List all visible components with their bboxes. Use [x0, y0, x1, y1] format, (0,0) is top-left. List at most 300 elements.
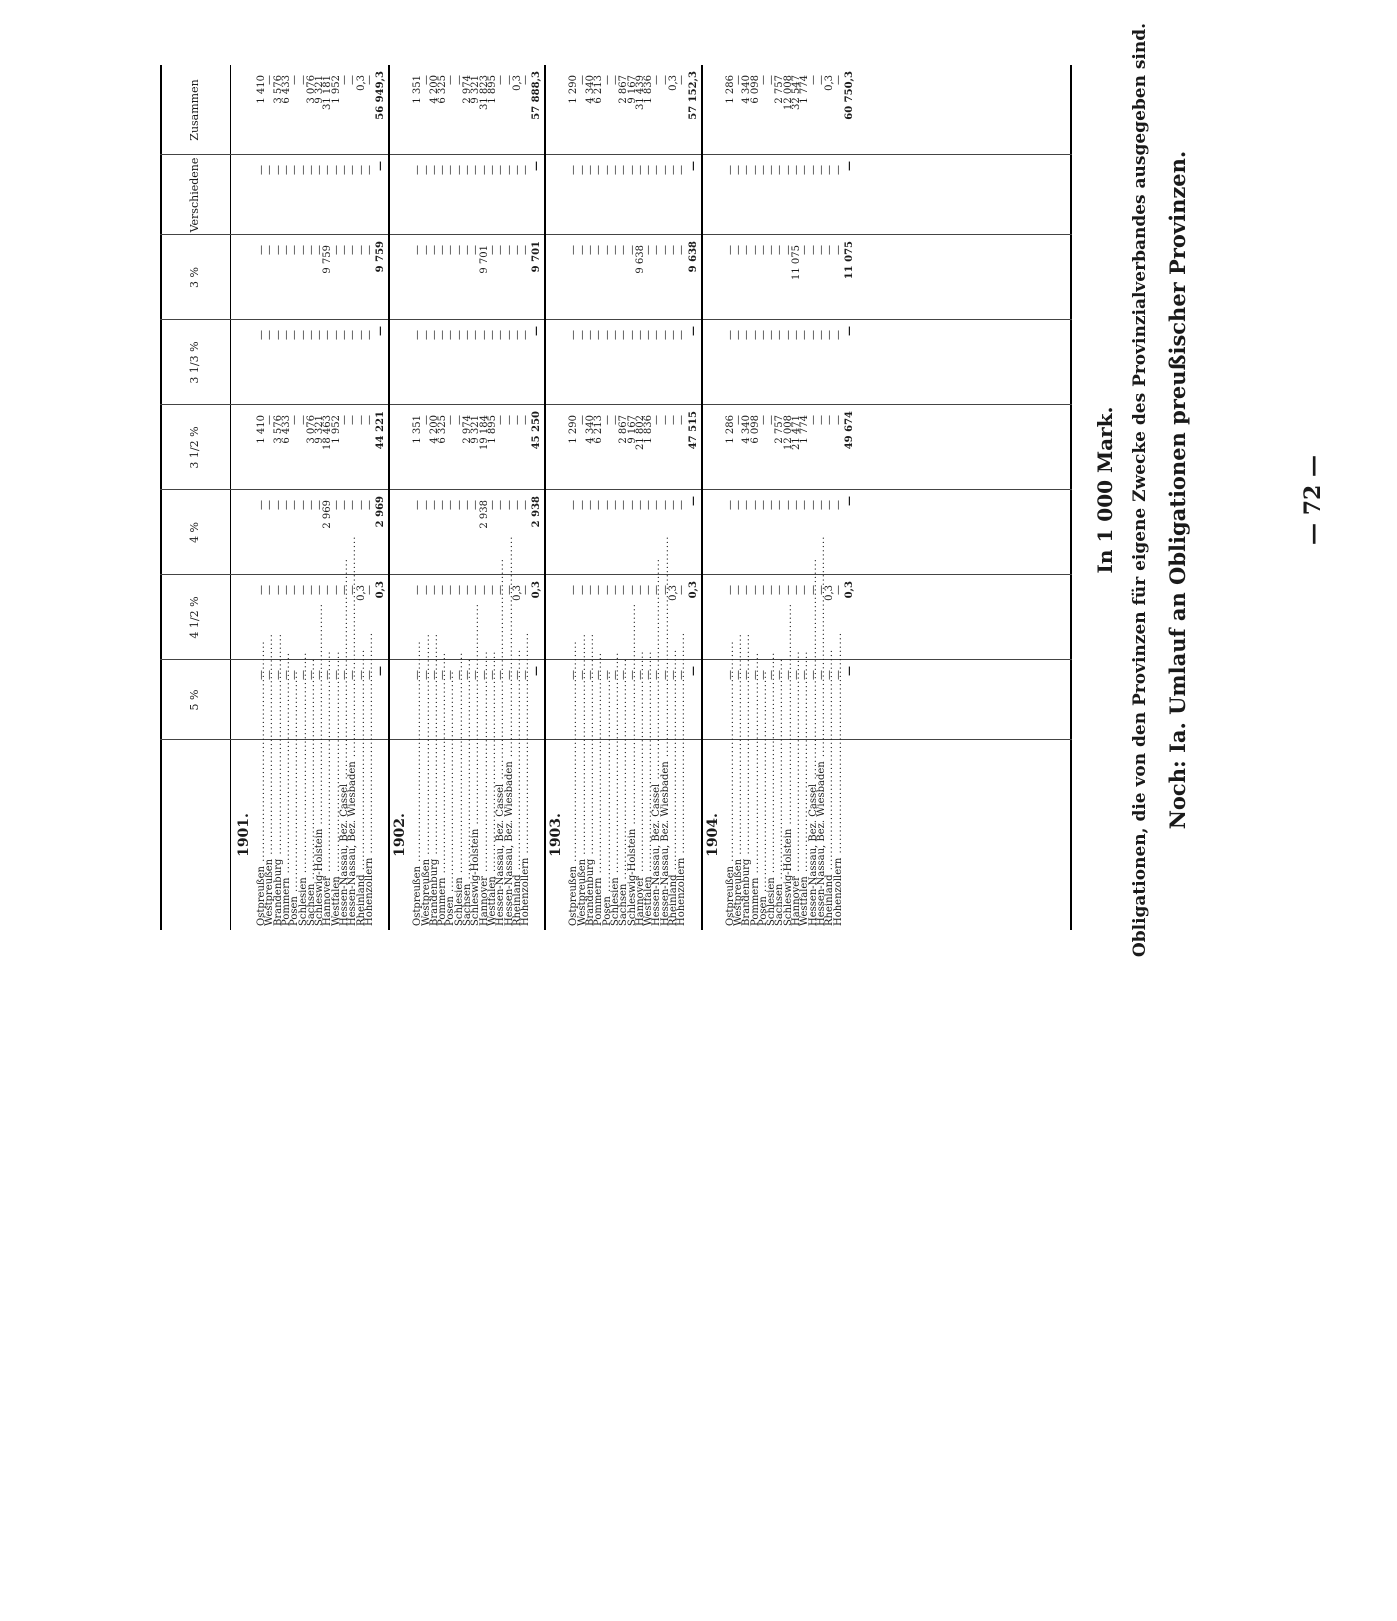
table-cell: —	[305, 500, 317, 510]
table-cell: —	[609, 585, 621, 595]
table-cell: —	[799, 330, 811, 340]
province-label: Westfalen .....	[333, 746, 341, 926]
table-cell: —	[676, 670, 688, 680]
table-cell: —	[470, 165, 482, 175]
table-cell: —	[437, 330, 449, 340]
table-cell: —	[355, 245, 367, 255]
province-label: Hessen-Nassau, Bez. Wiesbaden .....	[349, 746, 357, 926]
table-cell: —	[824, 670, 836, 680]
table-cell: —	[609, 165, 621, 175]
table-cell: —	[724, 585, 736, 595]
table-cell: —	[462, 585, 473, 595]
table-cell: —	[280, 330, 292, 340]
province-label: Hessen-Nassau, Bez. Cassel .....	[653, 746, 661, 926]
table-cell: 2 969	[322, 500, 334, 529]
table-cell: —	[503, 330, 515, 340]
table-cell: —	[799, 245, 811, 255]
table-cell: —	[676, 585, 688, 595]
table-cell: —	[470, 585, 482, 595]
province-label: Sachsen .....	[464, 746, 472, 926]
province-label: Schlesien .....	[768, 746, 776, 926]
province-label: Rheinland .....	[826, 746, 834, 926]
table-cell: 4 200	[428, 415, 440, 444]
table-cell: 6 433	[280, 415, 292, 444]
table-cell: —	[470, 670, 482, 680]
section-total: 56 949,3	[375, 71, 387, 120]
table-cell: —	[363, 415, 375, 425]
province-label: Posen .....	[291, 746, 299, 926]
table-cell: —	[618, 500, 630, 510]
section-total: 60 750,3	[843, 71, 855, 120]
table-cell: —	[339, 165, 350, 175]
table-cell: —	[297, 165, 309, 175]
table-cell: —	[643, 585, 655, 595]
province-label: Schlesien .....	[300, 746, 308, 926]
table-cell: —	[807, 415, 819, 425]
table-cell: —	[585, 585, 596, 595]
table-cell: —	[824, 245, 836, 255]
table-cell: —	[774, 245, 786, 255]
table-cell: 21 471	[791, 415, 802, 450]
table-cell: 9 167	[626, 75, 638, 104]
province-label: Ostpreußen .....	[414, 746, 422, 926]
table-cell: —	[486, 245, 498, 255]
table-cell: —	[782, 165, 794, 175]
table-cell: —	[724, 670, 736, 680]
table-cell: —	[305, 585, 317, 595]
table-cell: —	[355, 670, 367, 680]
table-cell: —	[782, 330, 794, 340]
table-cell: —	[815, 245, 827, 255]
province-label: Hohenzollern .....	[366, 746, 374, 926]
table-cell: —	[437, 500, 449, 510]
table-cell: —	[766, 585, 778, 595]
table-cell: —	[347, 670, 359, 680]
table-cell: —	[272, 670, 284, 680]
table-cell: —	[634, 585, 646, 595]
table-cell: —	[732, 585, 744, 595]
table-cell: —	[757, 165, 769, 175]
table-cell: —	[297, 670, 309, 680]
table-cell: —	[643, 165, 655, 175]
table-cell: —	[289, 330, 301, 340]
table-cell: 9 701	[478, 245, 490, 274]
table-cell: —	[486, 500, 498, 510]
table-cell: —	[609, 75, 621, 85]
section-total: 44 221	[375, 411, 387, 450]
table-cell: —	[347, 500, 359, 510]
table-cell: —	[412, 670, 424, 680]
table-cell: —	[478, 585, 490, 595]
table-cell: —	[495, 500, 507, 510]
table-cell: —	[749, 330, 761, 340]
table-cell: —	[428, 585, 440, 595]
table-cell: —	[462, 500, 473, 510]
table-cell: —	[280, 585, 292, 595]
table-cell: —	[347, 245, 359, 255]
province-label: Hessen-Nassau, Bez. Cassel .....	[341, 746, 349, 926]
table-cell: —	[618, 330, 630, 340]
table-cell: —	[651, 165, 663, 175]
province-label: Hannover .....	[793, 746, 801, 926]
table-cell: —	[815, 75, 827, 85]
table-cell: —	[659, 415, 671, 425]
table-cell: —	[601, 245, 613, 255]
province-label: Hessen-Nassau, Bez. Cassel .....	[497, 746, 505, 926]
table-cell: —	[791, 670, 802, 680]
table-cell: —	[766, 75, 778, 85]
table-cell: —	[280, 245, 292, 255]
table-cell: —	[668, 500, 679, 510]
table-cell: 6 213	[593, 415, 605, 444]
table-cell: —	[659, 500, 671, 510]
table-cell: —	[280, 670, 292, 680]
province-label: Pommern .....	[439, 746, 447, 926]
table-cell: —	[363, 75, 375, 85]
table-cell: —	[815, 670, 827, 680]
table-cell: —	[601, 75, 613, 85]
table-cell: 9 321	[314, 415, 326, 444]
table-cell: 0,3	[824, 585, 836, 601]
table-cell: —	[520, 500, 532, 510]
table-cell: —	[568, 585, 580, 595]
table-cell: —	[264, 330, 276, 340]
table-cell: —	[609, 245, 621, 255]
table-cell: —	[774, 670, 786, 680]
table-cell: 6 098	[749, 415, 761, 444]
table-cell: —	[766, 500, 778, 510]
table-cell: —	[807, 165, 819, 175]
table-cell: —	[766, 245, 778, 255]
table-cell: —	[651, 415, 663, 425]
table-cell: —	[503, 500, 515, 510]
province-label: Brandenburg .....	[431, 746, 439, 926]
province-label: Westfalen .....	[801, 746, 809, 926]
table-cell: —	[280, 500, 292, 510]
unit-line: In 1 000 Mark.	[1093, 406, 1117, 574]
table-cell: —	[297, 245, 309, 255]
table-cell: —	[659, 165, 671, 175]
table-cell: —	[576, 500, 588, 510]
table-cell: —	[807, 670, 819, 680]
table-cell: 3 076	[305, 75, 317, 104]
table-cell: 1 410	[256, 415, 267, 444]
table-cell: —	[757, 500, 769, 510]
table-cell: —	[668, 415, 679, 425]
table-cell: —	[807, 330, 819, 340]
table-cell: —	[330, 585, 342, 595]
province-label: Hessen-Nassau, Bez. Cassel .....	[810, 746, 818, 926]
table-cell: —	[741, 585, 753, 595]
table-cell: —	[568, 670, 580, 680]
province-label: Posen .....	[604, 746, 612, 926]
table-cell: —	[297, 500, 309, 510]
table-cell: —	[626, 585, 638, 595]
table-cell: —	[651, 670, 663, 680]
table-cell: —	[511, 670, 523, 680]
table-cell: —	[643, 245, 655, 255]
table-cell: 1 351	[412, 415, 424, 444]
table-cell: —	[363, 165, 375, 175]
table-cell: —	[782, 500, 794, 510]
table-cell: —	[256, 330, 267, 340]
table-cell: —	[618, 670, 630, 680]
table-cell: 0,3	[511, 75, 523, 91]
table-cell: —	[511, 330, 523, 340]
table-cell: 3 576	[272, 415, 284, 444]
table-cell: —	[609, 330, 621, 340]
table-cell: —	[832, 500, 844, 510]
table-cell: —	[462, 165, 473, 175]
table-cell: —	[520, 245, 532, 255]
section-year: 1903.	[548, 813, 565, 857]
table-top-rule	[160, 65, 162, 930]
province-label: Ostpreußen .....	[570, 746, 578, 926]
table-cell: —	[651, 585, 663, 595]
table-cell: —	[363, 500, 375, 510]
table-cell: —	[495, 670, 507, 680]
table-cell: —	[593, 330, 605, 340]
table-cell: —	[568, 245, 580, 255]
table-cell: —	[453, 500, 465, 510]
table-cell: —	[330, 670, 342, 680]
table-cell: —	[314, 500, 326, 510]
table-cell: —	[626, 670, 638, 680]
table-cell: 1 952	[330, 415, 342, 444]
table-cell: —	[503, 245, 515, 255]
section-total: 9 701	[531, 241, 543, 273]
table-cell: —	[651, 330, 663, 340]
table-cell: —	[445, 500, 457, 510]
section-total: —	[843, 496, 855, 506]
table-cell: —	[347, 75, 359, 85]
table-cell: 9 638	[634, 245, 646, 274]
table-cell: 1 290	[568, 75, 580, 104]
province-label: Westpreußen .....	[579, 746, 587, 926]
table-cell: —	[659, 585, 671, 595]
table-cell: —	[314, 165, 326, 175]
province-label: Schleswig-Holstein .....	[629, 746, 637, 926]
table-cell: —	[478, 330, 490, 340]
table-cell: 1 286	[724, 75, 736, 104]
table-cell: —	[634, 330, 646, 340]
section-total: 11 075	[843, 241, 855, 280]
table-cell: —	[289, 415, 301, 425]
table-cell: —	[668, 165, 679, 175]
table-cell: —	[676, 500, 688, 510]
table-cell: —	[634, 165, 646, 175]
table-cell: —	[676, 415, 688, 425]
table-cell: —	[264, 165, 276, 175]
province-label: Westpreußen .....	[423, 746, 431, 926]
table-cell: 0,3	[824, 75, 836, 91]
table-cell: —	[676, 75, 688, 85]
table-cell: 4 340	[585, 415, 596, 444]
province-label: Brandenburg .....	[587, 746, 595, 926]
table-cell: —	[568, 330, 580, 340]
table-cell: —	[520, 670, 532, 680]
table-cell: 2 974	[462, 75, 473, 104]
table-cell: —	[347, 415, 359, 425]
table-cell: —	[741, 670, 753, 680]
table-cell: —	[601, 585, 613, 595]
table-cell: 0,3	[511, 585, 523, 601]
table-cell: —	[412, 585, 424, 595]
table-cell: —	[766, 165, 778, 175]
table-cell: —	[363, 585, 375, 595]
table-cell: 6 433	[280, 75, 292, 104]
table-cell: —	[601, 670, 613, 680]
table-cell: 32 547	[791, 75, 802, 110]
section-total: 0,3	[531, 581, 543, 599]
table-cell: —	[585, 245, 596, 255]
table-cell: —	[799, 500, 811, 510]
table-cell: —	[732, 165, 744, 175]
table-cell: —	[503, 165, 515, 175]
page-number: — 72 —	[1300, 455, 1326, 545]
table-cell: —	[420, 75, 432, 85]
table-cell: —	[832, 670, 844, 680]
table-cell: —	[601, 330, 613, 340]
table-cell: —	[256, 245, 267, 255]
table-cell: —	[618, 245, 630, 255]
table-cell: —	[568, 500, 580, 510]
section-total: —	[843, 666, 855, 676]
province-label: Hohenzollern .....	[678, 746, 686, 926]
province-label: Hessen-Nassau, Bez. Wiesbaden .....	[506, 746, 514, 926]
table-cell: —	[832, 585, 844, 595]
section-total: —	[687, 666, 699, 676]
table-cell: —	[626, 165, 638, 175]
province-label: Westpreußen .....	[266, 746, 274, 926]
table-cell: —	[576, 75, 588, 85]
table-cell: —	[478, 670, 490, 680]
province-label: Schleswig-Holstein .....	[785, 746, 793, 926]
table-cell: —	[363, 245, 375, 255]
table-cell: —	[626, 330, 638, 340]
section-total: —	[531, 666, 543, 676]
table-cell: —	[470, 500, 482, 510]
table-cell: —	[462, 330, 473, 340]
table-cell: —	[741, 330, 753, 340]
table-cell: —	[724, 330, 736, 340]
table-cell: —	[643, 500, 655, 510]
table-cell: —	[520, 75, 532, 85]
table-cell: —	[470, 330, 482, 340]
table-cell: —	[339, 415, 350, 425]
table-cell: —	[437, 165, 449, 175]
table-cell: —	[420, 165, 432, 175]
table-cell: —	[264, 75, 276, 85]
table-cell: —	[462, 245, 473, 255]
table-cell: —	[732, 245, 744, 255]
table-cell: 2 757	[774, 75, 786, 104]
section-rule	[701, 65, 703, 930]
table-cell: —	[732, 75, 744, 85]
table-cell: —	[676, 330, 688, 340]
table-cell: —	[363, 670, 375, 680]
table-cell: 1 410	[256, 75, 267, 104]
table-cell: —	[824, 415, 836, 425]
table-cell: —	[511, 165, 523, 175]
table-cell: —	[314, 670, 326, 680]
table-cell: —	[593, 245, 605, 255]
table-cell: —	[618, 585, 630, 595]
table-cell: —	[445, 585, 457, 595]
table-cell: —	[420, 585, 432, 595]
table-cell: —	[593, 165, 605, 175]
table-cell: —	[807, 245, 819, 255]
table-cell: —	[330, 165, 342, 175]
table-cell: —	[782, 670, 794, 680]
table-cell: —	[355, 165, 367, 175]
table-cell: 3 076	[305, 415, 317, 444]
table-cell: —	[576, 165, 588, 175]
table-cell: —	[363, 330, 375, 340]
table-cell: —	[445, 330, 457, 340]
table-cell: —	[668, 245, 679, 255]
table-cell: 1 774	[799, 75, 811, 104]
table-cell: —	[668, 330, 679, 340]
table-cell: 1 290	[568, 415, 580, 444]
province-label: Hannover .....	[324, 746, 332, 926]
table-cell: —	[576, 585, 588, 595]
table-cell: —	[757, 415, 769, 425]
table-cell: —	[593, 585, 605, 595]
table-cell: —	[289, 75, 301, 85]
table-cell: —	[585, 165, 596, 175]
table-cell: —	[503, 670, 515, 680]
table-cell: —	[330, 500, 342, 510]
table-cell: 0,3	[355, 75, 367, 91]
table-cell: —	[420, 415, 432, 425]
table-cell: —	[576, 670, 588, 680]
table-cell: —	[511, 245, 523, 255]
table-cell: 0,3	[355, 585, 367, 601]
table-cell: —	[791, 500, 802, 510]
table-cell: —	[766, 415, 778, 425]
table-cell: 4 340	[741, 415, 753, 444]
table-cell: 12 008	[782, 75, 794, 110]
table-cell: —	[815, 500, 827, 510]
table-cell: —	[297, 585, 309, 595]
table-cell: —	[355, 415, 367, 425]
table-cell: —	[264, 245, 276, 255]
table-cell: —	[264, 585, 276, 595]
table-cell: 4 200	[428, 75, 440, 104]
table-cell: —	[791, 330, 802, 340]
table-cell: —	[297, 75, 309, 85]
table-cell: —	[741, 245, 753, 255]
province-label: Ostpreußen .....	[727, 746, 735, 926]
table-cell: —	[437, 245, 449, 255]
province-label: Pommern .....	[752, 746, 760, 926]
table-cell: —	[618, 165, 630, 175]
table-cell: —	[659, 75, 671, 85]
table-cell: —	[289, 165, 301, 175]
table-cell: 9 167	[626, 415, 638, 444]
table-cell: —	[453, 415, 465, 425]
table-cell: —	[314, 245, 326, 255]
table-cell: —	[305, 165, 317, 175]
province-label: Hessen-Nassau, Bez. Wiesbaden .....	[662, 746, 670, 926]
table-cell: —	[815, 585, 827, 595]
table-cell: 31 181	[322, 75, 334, 110]
table-cell: —	[322, 670, 334, 680]
section-total: 45 250	[531, 411, 543, 450]
province-label: Posen .....	[760, 746, 768, 926]
table-cell: —	[280, 165, 292, 175]
